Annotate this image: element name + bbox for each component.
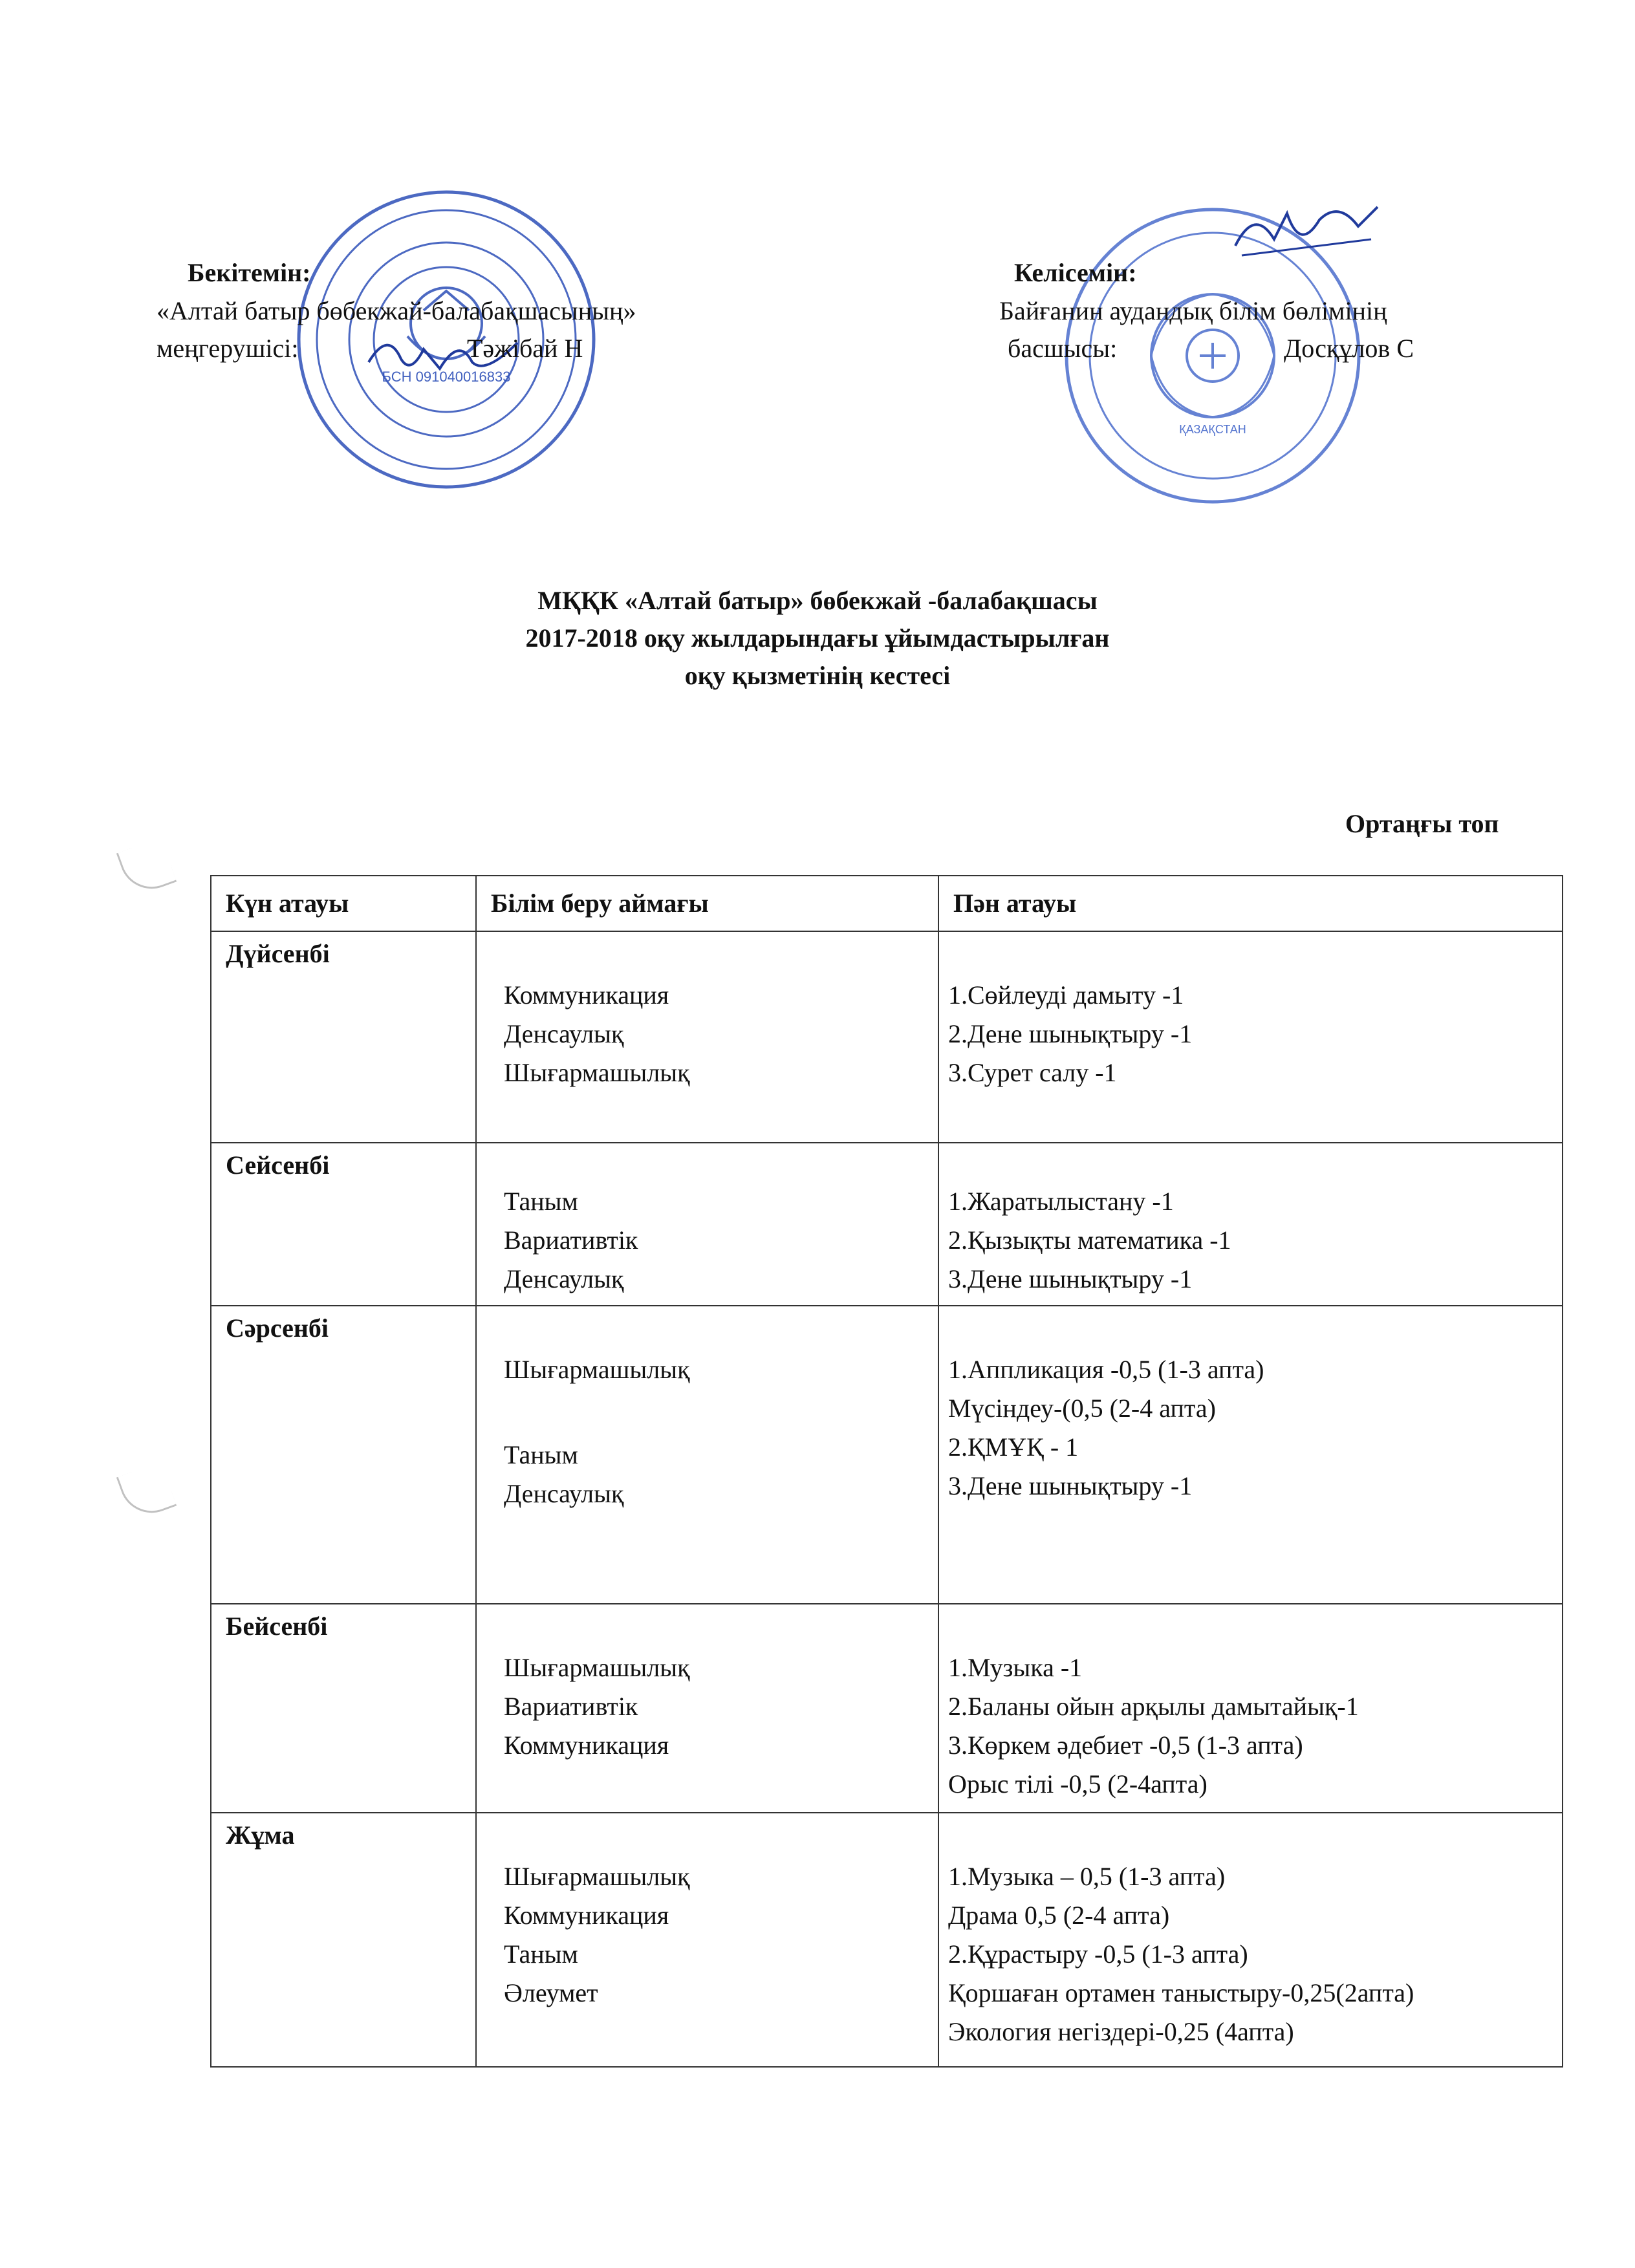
day-name: Жұма: [226, 1820, 295, 1850]
area-item: Шығармашылық: [504, 1058, 690, 1087]
areas-cell: [476, 1306, 938, 1604]
table-header-row: [211, 876, 1563, 931]
area-item: Коммуникация: [504, 1901, 669, 1930]
stamp-bin-text: БСН 091040016833: [382, 369, 511, 385]
areas-cell: [476, 1143, 938, 1306]
areas-cell: [476, 1604, 938, 1813]
subject-item: Қоршаған ортамен таныстыру-0,25(2апта): [948, 1978, 1414, 2007]
table-row: [211, 1813, 1563, 2067]
area-item: Коммуникация: [504, 980, 669, 1010]
subject-item: Экология негіздері-0,25 (4апта): [948, 2017, 1294, 2046]
subject-item: 1.Музыка -1: [948, 1653, 1083, 1682]
column-header-area: Білім беру аймағы: [476, 876, 938, 931]
day-name: Сейсенбі: [226, 1150, 330, 1180]
subject-item: 2.Дене шынықтыру -1: [948, 1019, 1193, 1048]
table-row: [211, 1143, 1563, 1306]
subject-item: 1.Сөйлеуді дамыту -1: [948, 980, 1184, 1010]
title-line-3: оқу қызметінің кестесі: [684, 661, 951, 690]
area-item: Шығармашылық: [504, 1653, 690, 1682]
day-name: Бейсенбі: [226, 1612, 328, 1641]
approve-role: меңгерушісі:: [157, 334, 299, 363]
area-item: Вариативтік: [504, 1692, 638, 1721]
area-item: Вариативтік: [504, 1226, 638, 1255]
subject-item: 1.Музыка – 0,5 (1-3 апта): [948, 1862, 1226, 1891]
subject-item: 2.Қызықты математика -1: [948, 1226, 1231, 1255]
area-item: Денсаулық: [504, 1019, 624, 1048]
schedule-table: [210, 875, 1563, 2068]
areas-cell: [476, 1813, 938, 2067]
subject-item: 3.Сурет салу -1: [948, 1058, 1117, 1087]
document-title: [0, 582, 1635, 695]
day-cell: [211, 931, 476, 1143]
approve-organization: «Алтай батыр бөбекжай-балабақшасының»: [157, 296, 636, 325]
subject-item: 1.Аппликация -0,5 (1-3 апта): [948, 1355, 1264, 1384]
area-item-spacer: [504, 1389, 938, 1436]
agree-heading: Келісемін:: [1014, 258, 1137, 287]
area-item: Шығармашылық: [504, 1862, 690, 1891]
title-line-2: 2017-2018 оқу жылдарындағы ұйымдастырылған: [525, 623, 1110, 653]
approve-heading: Бекітемін:: [188, 258, 311, 287]
group-label: Ортаңғы топ: [1345, 809, 1499, 838]
punch-hole-mark: [116, 837, 177, 898]
table-row: [211, 1604, 1563, 1813]
subject-item: 1.Жаратылыстану -1: [948, 1187, 1174, 1216]
area-item: Коммуникация: [504, 1731, 669, 1760]
subject-item: Орыс тілі -0,5 (2-4апта): [948, 1769, 1207, 1798]
day-cell: [211, 1813, 476, 2067]
area-item: Таным: [504, 1187, 578, 1216]
agree-organization: Байғанин аудандық білім бөлімінің: [999, 296, 1387, 325]
subject-item: Мүсіндеу-(0,5 (2-4 апта): [948, 1394, 1216, 1423]
area-item: Шығармашылық: [504, 1355, 690, 1384]
agree-role: басшысы:: [1008, 334, 1118, 363]
subject-item: 2.Баланы ойын арқылы дамытайық-1: [948, 1692, 1359, 1721]
table-row: [211, 931, 1563, 1143]
areas-cell: [476, 931, 938, 1143]
subjects-cell: [938, 1813, 1563, 2067]
title-line-1: МҚҚК «Алтай батыр» бөбекжай -балабақшасы: [537, 586, 1098, 615]
day-cell: [211, 1604, 476, 1813]
subjects-cell: [938, 1306, 1563, 1604]
area-item: Таным: [504, 1440, 578, 1469]
day-name: Сәрсенбі: [226, 1313, 329, 1343]
signature-right: [1229, 194, 1384, 265]
subject-item: 3.Дене шынықтыру -1: [948, 1264, 1193, 1293]
subject-item: 2.Құрастыру -0,5 (1-3 апта): [948, 1939, 1248, 1969]
approve-name: Тәжібай Н: [467, 334, 583, 363]
table-row: [211, 1306, 1563, 1604]
area-item: Денсаулық: [504, 1479, 624, 1508]
column-header-subject: Пән атауы: [938, 876, 1563, 931]
subject-item: 2.ҚМҰҚ - 1: [948, 1432, 1079, 1462]
subject-item: 3.Көркем әдебиет -0,5 (1-3 апта): [948, 1731, 1303, 1760]
punch-hole-mark: [116, 1462, 177, 1522]
subject-item: 3.Дене шынықтыру -1: [948, 1471, 1193, 1500]
area-item: Денсаулық: [504, 1264, 624, 1293]
subjects-cell: [938, 1143, 1563, 1306]
area-item: Әлеумет: [504, 1978, 598, 2007]
day-cell: [211, 1306, 476, 1604]
stamp-center-text: ҚАЗАҚСТАН: [1179, 423, 1246, 436]
area-item: Таным: [504, 1939, 578, 1969]
day-cell: [211, 1143, 476, 1306]
subject-item: Драма 0,5 (2-4 апта): [948, 1901, 1170, 1930]
day-name: Дүйсенбі: [226, 939, 330, 968]
agree-name: Досқұлов С: [1284, 334, 1414, 363]
column-header-day: Күн атауы: [211, 876, 476, 931]
subjects-cell: [938, 931, 1563, 1143]
subjects-cell: [938, 1604, 1563, 1813]
